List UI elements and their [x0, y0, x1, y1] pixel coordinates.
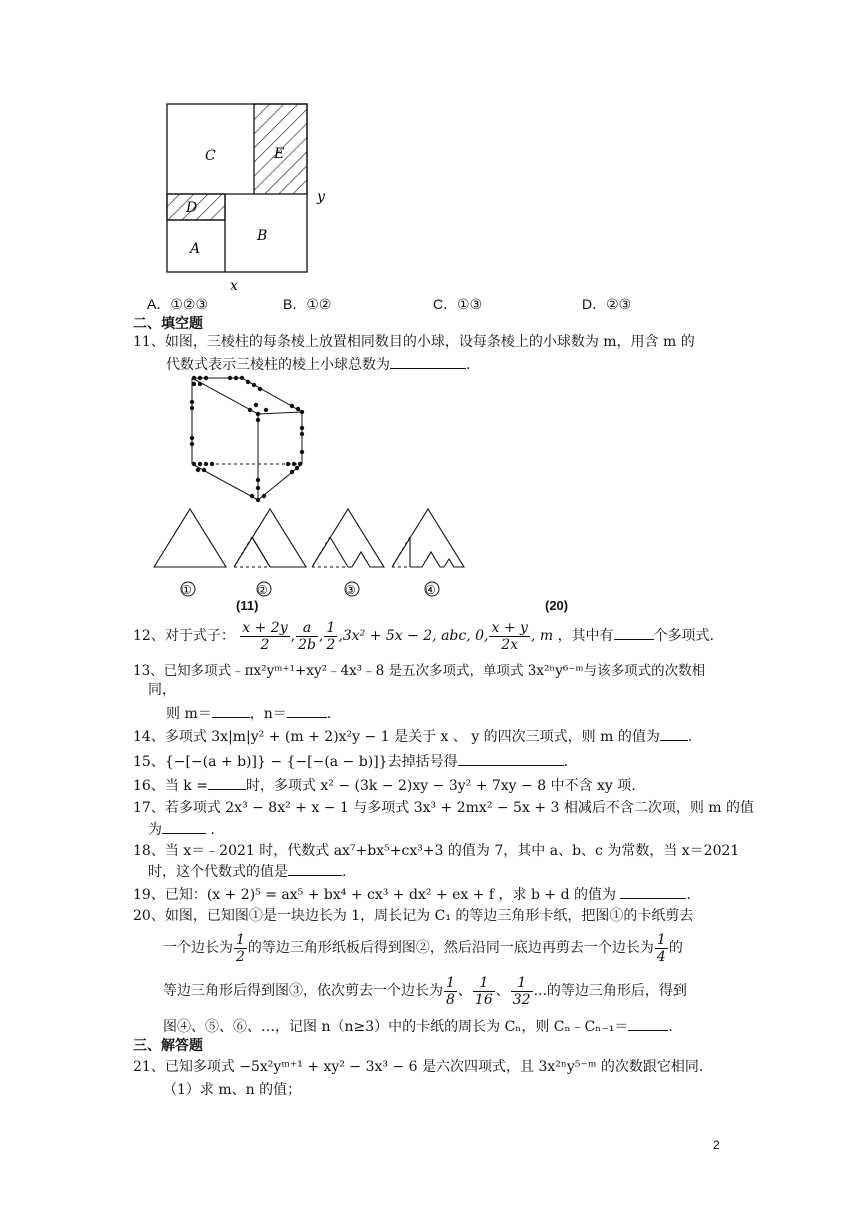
- q11-line2: 代数式表示三棱柱的棱上小球总数为 .: [166, 354, 470, 374]
- q17-answer-blank[interactable]: [162, 819, 206, 834]
- q12-frac2: $\frac{a}{2b}$: [298, 619, 316, 653]
- option-c[interactable]: C．①③: [433, 296, 483, 312]
- region-e-label: E: [274, 146, 285, 162]
- q21-sub1: （1）求 m、n 的值；: [163, 1082, 302, 1098]
- q15-answer-blank[interactable]: [458, 751, 564, 766]
- q13-line3: 则 m＝ ，n＝ .: [166, 703, 331, 723]
- q12: 12、对于式子： $\frac{x + 2y}{2}$ , $\frac{a}{2b}$ , $\frac{1}{2}$ ,3x² + 5x − 2, abc, 0, $\frac{x + y}{2x}$ , m ，其中有 个多项式.: [133, 619, 715, 653]
- q17-line2: 为 .: [148, 819, 215, 839]
- figure-caption-20: (20): [545, 598, 569, 613]
- q20-line1: 20、如图，已知图①是一块边长为 1，周长记为 C₁ 的等边三角形卡纸，把图①的卡纸剪去: [133, 908, 694, 924]
- region-b-label: B: [257, 228, 268, 244]
- option-d[interactable]: D．②③: [582, 296, 632, 312]
- q19-answer-blank[interactable]: [620, 884, 686, 899]
- q12-frac1: $\frac{x + 2y}{2}$: [242, 619, 288, 653]
- triangle-label-3: ③: [345, 583, 356, 597]
- prism-ball-figure: [180, 372, 330, 512]
- page-number: 2: [713, 1138, 720, 1152]
- q14: 14、多项式 3x|m|y² + (m + 2)x²y − 1 是关于 x 、 y 的四次三项式，则 m 的值为 .: [133, 726, 692, 746]
- region-d-label: D: [186, 200, 198, 216]
- section-heading-fill-blank: 二、填空题: [133, 315, 203, 331]
- q14-answer-blank[interactable]: [660, 726, 688, 741]
- y-label: y: [317, 189, 325, 205]
- q17-line1: 17、若多项式 2x³ − 8x² + x − 1 与多项式 3x³ + 2mx² − 5x + 3 相减后不含二次项，则 m 的值: [133, 800, 755, 816]
- q12-answer-blank[interactable]: [614, 625, 654, 640]
- q13-n-blank[interactable]: [287, 703, 327, 718]
- figure-caption-11: (11): [236, 598, 259, 613]
- q13-m-blank[interactable]: [212, 703, 250, 718]
- q11-answer-blank[interactable]: [390, 354, 466, 369]
- q11-line1: 11、如图，三棱柱的每条棱上放置相同数目的小球，设每条棱上的小球数为 m，用含 m 的: [133, 334, 695, 350]
- q20-line4: 图④、⑤、⑥、…，记图 n（n≥3）中的卡纸的周长为 Cₙ，则 Cₙ﹣Cₙ₋₁＝ .: [163, 1016, 673, 1036]
- rectangle-partition-figure: [150, 96, 340, 296]
- q18-line1: 18、当 x＝﹣2021 时，代数式 ax⁷+bx⁵+cx³+3 的值为 7，其中 a、b、c 为常数，当 x＝2021: [133, 843, 740, 859]
- q13-line2: 同，: [148, 682, 176, 698]
- q20-line3: 等边三角形后得到图③，依次剪去一个边长为 $\frac{1}{8}$ 、 $\frac{1}{16}$ 、 $\frac{1}{32}$ ...的等边三角形后，得到: [163, 974, 687, 1008]
- q20-answer-blank[interactable]: [628, 1016, 668, 1031]
- q13-line1: 13、已知多项式﹣πx²yᵐ⁺¹+xy²﹣4x³﹣8 是五次多项式，单项式 3x²ⁿy⁶⁻ᵐ与该多项式的次数相: [133, 663, 706, 679]
- option-b[interactable]: B．①②: [283, 296, 332, 312]
- option-a[interactable]: A．①②③: [147, 296, 208, 312]
- triangle-label-1: ①: [181, 583, 192, 597]
- q20-line2: 一个边长为 $\frac{1}{2}$ 的等边三角形纸板后得到图②，然后沿同一底边再剪去一个边长为 $\frac{1}{4}$ 的: [163, 931, 683, 965]
- q12-frac3: $\frac{1}{2}$: [326, 619, 336, 653]
- q16-answer-blank[interactable]: [208, 775, 246, 790]
- q15: 15、{−[−(a + b)]} − {−[−(a − b)]}去掉括号得 .: [133, 751, 568, 771]
- triangles-figure: [148, 505, 478, 603]
- q21-line1: 21、已知多项式 −5x²yᵐ⁺¹ + xy² − 3x³ − 6 是六次四项式，且 3x²ⁿy⁵⁻ᵐ 的次数跟它相同.: [133, 1059, 704, 1075]
- q16: 16、当 k = 时，多项式 x² − (3k − 2)xy − 3y² + 7xy − 8 中不含 xy 项.: [133, 775, 636, 795]
- q18-answer-blank[interactable]: [288, 861, 342, 876]
- x-label: x: [230, 278, 238, 294]
- q18-line2: 时，这个代数式的值是 .: [148, 861, 346, 881]
- triangle-label-4: ④: [425, 583, 436, 597]
- region-c-label: C: [205, 148, 216, 164]
- region-a-label: A: [190, 241, 201, 257]
- section-heading-answer: 三、解答题: [133, 1037, 203, 1053]
- q19: 19、已知：(x + 2)⁵ = ax⁵ + bx⁴ + cx³ + dx² + ex + f ，求 b + d 的值为 .: [133, 884, 691, 904]
- triangle-label-2: ②: [257, 583, 268, 597]
- q12-frac4: $\frac{x + y}{2x}$: [491, 619, 528, 653]
